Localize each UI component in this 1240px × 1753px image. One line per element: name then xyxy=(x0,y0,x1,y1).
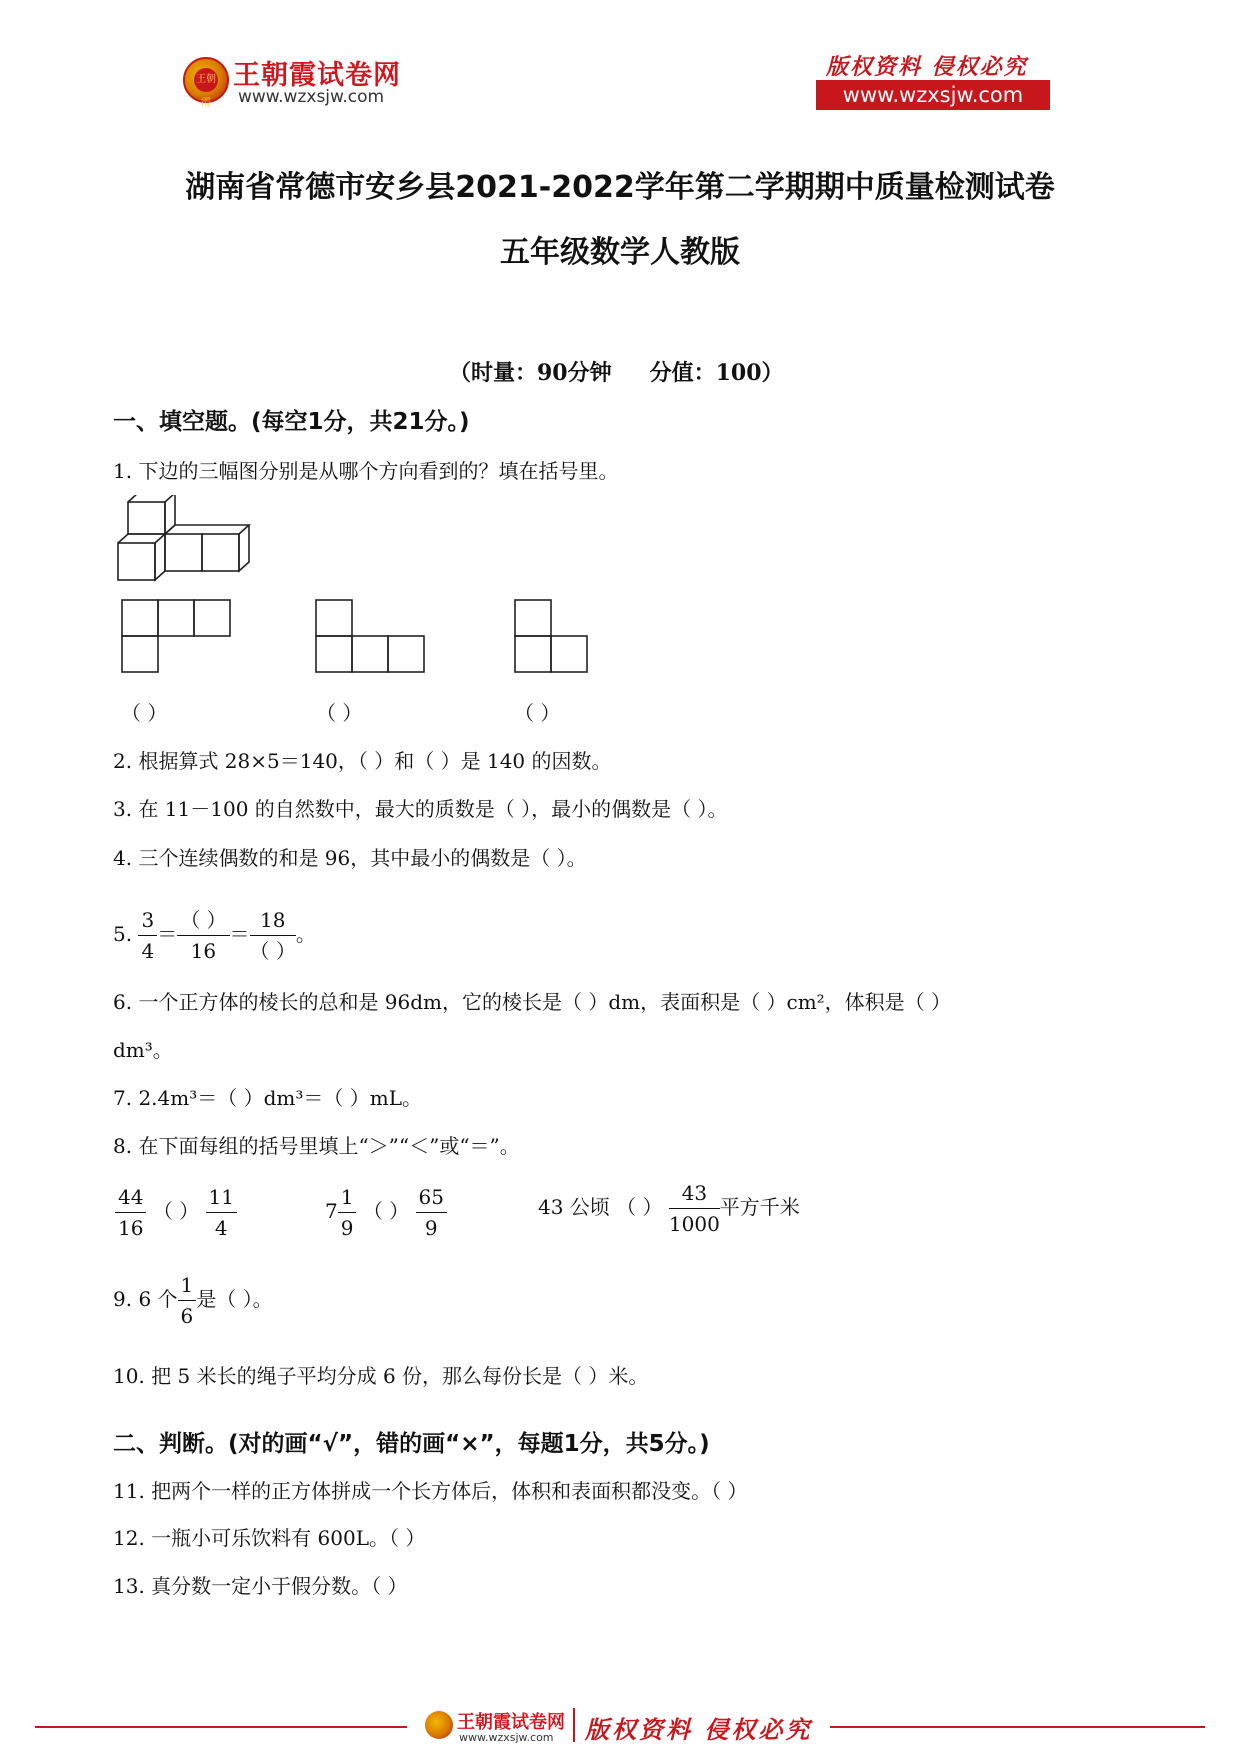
question-7: 7. 2.4m³＝（ ）dm³＝（ ）mL。 xyxy=(113,1086,422,1110)
footer-logo-url: www.wzxsjw.com xyxy=(459,1731,554,1744)
cube-solid-figure xyxy=(110,495,255,590)
emblem-text: 王朝霞 xyxy=(194,68,218,92)
exam-subtitle: 五年级数学人教版 xyxy=(500,235,740,270)
view-figure-1 xyxy=(120,598,235,678)
question-5: 5. $\frac{3}{4}$ ＝ （ ） 16 ＝ 18 （ ） 。 xyxy=(113,905,316,966)
footer-rule-right xyxy=(830,1726,1205,1728)
site-logo-url: www.wzxsjw.com xyxy=(238,87,385,107)
footer-rule-left xyxy=(35,1726,407,1728)
view-figure-2 xyxy=(314,598,429,678)
question-4: 4. 三个连续偶数的和是 96，其中最小的偶数是（ ）。 xyxy=(113,846,587,870)
question-1: 1. 下边的三幅图分别是从哪个方向看到的？填在括号里。 xyxy=(113,459,619,483)
exam-meta xyxy=(449,356,822,387)
compare-blank[interactable]: （ ） xyxy=(152,1199,200,1223)
footer-logo-emblem xyxy=(425,1711,453,1739)
question-8: 8. 在下面每组的括号里填上“＞”“＜”或“＝”。 xyxy=(113,1134,520,1158)
exam-time: （时量：90分钟 xyxy=(449,360,612,386)
question-13: 13. 真分数一定小于假分数。（ ） xyxy=(113,1574,408,1598)
answer-blank-2[interactable]: （ ） xyxy=(316,701,363,725)
footer-divider xyxy=(573,1708,575,1742)
section-2-heading: 二、判断。(对的画“√”，错的画“×”，每题1分，共5分。) xyxy=(113,1431,710,1457)
question-2: 2. 根据算式 28×5＝140，（ ）和（ ）是 140 的因数。 xyxy=(113,749,612,773)
question-3: 3. 在 11－100 的自然数中，最大的质数是（ ），最小的偶数是（ ）。 xyxy=(113,797,728,821)
q8-item-1 xyxy=(115,1182,237,1243)
fraction: $\frac{3}{4}$ xyxy=(138,905,157,966)
compare-blank[interactable]: （ ） xyxy=(362,1199,410,1223)
section-1-heading: 一、填空题。(每空1分，共21分。) xyxy=(113,409,470,435)
question-11: 11. 把两个一样的正方体拼成一个长方体后，体积和表面积都没变。（ ） xyxy=(113,1479,748,1503)
q5-label: 5. xyxy=(113,922,133,946)
question-12: 12. 一瓶小可乐饮料有 600L。（ ） xyxy=(113,1526,426,1550)
question-6-line-2: dm³。 xyxy=(113,1038,173,1062)
copyright-url: www.wzxsjw.com xyxy=(816,80,1050,110)
compare-blank[interactable]: （ ） xyxy=(616,1195,663,1219)
fraction: $\frac{11}{4}$ xyxy=(206,1182,237,1243)
footer-copyright: 版权资料 侵权必究 xyxy=(585,1715,813,1744)
fraction: $\frac{65}{9}$ xyxy=(416,1182,447,1243)
fraction: $\frac{1}{6}$ xyxy=(178,1270,197,1331)
question-9: 9. 6 个 $\frac{1}{6}$ 是（ ）。 xyxy=(113,1270,273,1331)
fraction: （ ） 16 xyxy=(177,905,229,966)
fraction: $\frac{44}{16}$ xyxy=(115,1182,146,1243)
exam-title: 湖南省常德市安乡县2021-2022学年第二学期期中质量检测试卷 xyxy=(185,170,1055,205)
fraction: $\frac{43}{1000}$ xyxy=(669,1178,720,1239)
exam-score: 分值：100） xyxy=(649,360,784,386)
footer-logo-name: 王朝霞试卷网 xyxy=(457,1712,565,1733)
answer-blank-1[interactable]: （ ） xyxy=(121,701,168,725)
copyright-notice: 版权资料 侵权必究 xyxy=(826,54,1028,80)
view-figure-3 xyxy=(513,598,593,678)
question-10: 10. 把 5 米长的绳子平均分成 6 份，那么每份长是（ ）米。 xyxy=(113,1364,649,1388)
site-logo-name: 王朝霞试卷网 xyxy=(233,60,401,91)
answer-blank-3[interactable]: （ ） xyxy=(514,701,561,725)
site-logo-emblem xyxy=(183,57,229,109)
fraction: $\frac{1}{9}$ xyxy=(338,1182,357,1243)
q8-item-2: 7 $\frac{1}{9}$ （ ） $\frac{65}{9}$ xyxy=(325,1182,447,1243)
question-6-line-1: 6. 一个正方体的棱长的总和是 96dm，它的棱长是（ ）dm，表面积是（ ）cm²，体积是（ ） xyxy=(113,990,952,1014)
q8-item-3: 43 公顷 （ ） $\frac{43}{1000}$ 平方千米 xyxy=(538,1178,800,1239)
fraction: 18 （ ） xyxy=(250,905,296,966)
